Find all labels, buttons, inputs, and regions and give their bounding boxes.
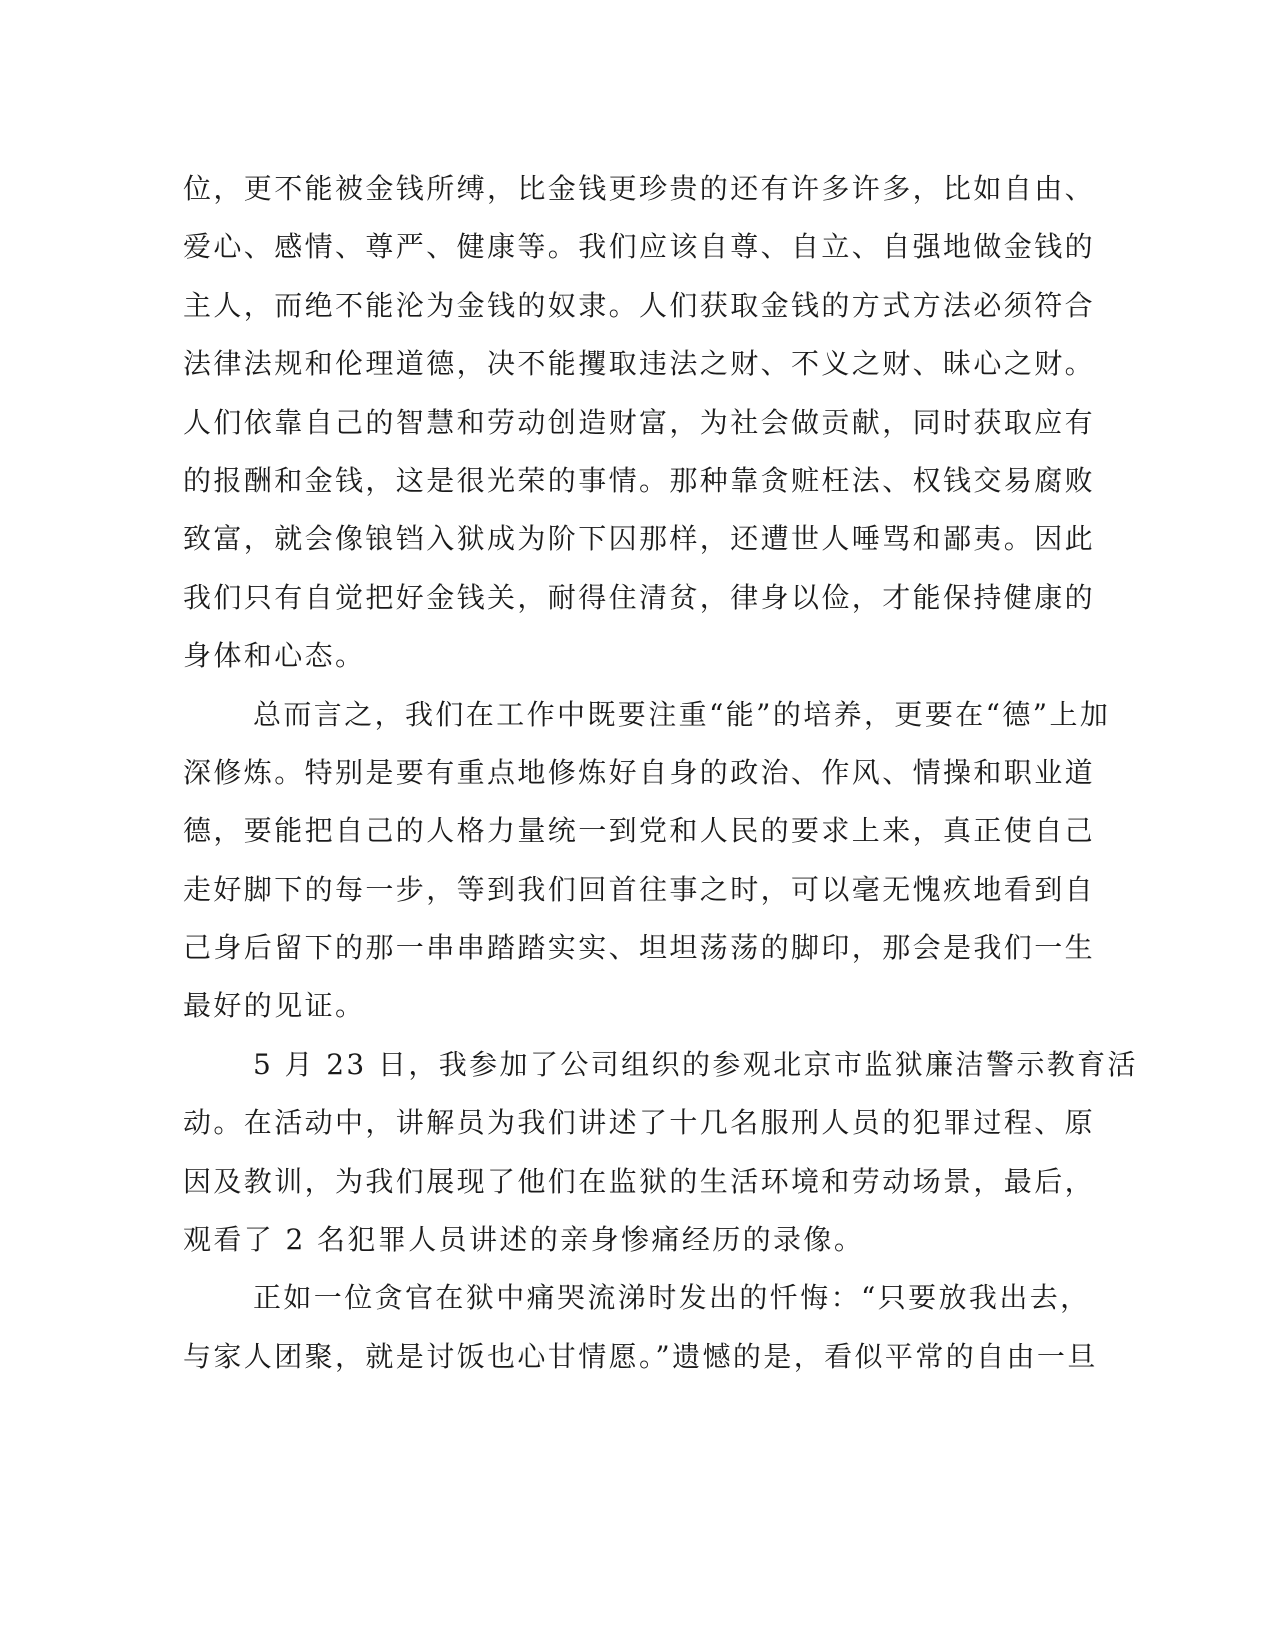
paragraph-start-line: 总而言之，我们在工作中既要注重“能”的培养，更要在“德”上加 <box>253 697 1111 731</box>
text-line: 位，更不能被金钱所缚，比金钱更珍贵的还有许多许多，比如自由、 <box>183 172 1096 205</box>
text-line: 德，要能把自己的人格力量统一到党和人民的要求上来，真正使自己 <box>183 814 1096 848</box>
text-line: 深修炼。特别是要有重点地修炼好自身的政治、作风、情操和职业道 <box>183 755 1096 789</box>
text-line: 法律法规和伦理道德，决不能攫取违法之财、不义之财、昧心之财。 <box>183 347 1096 381</box>
text-line: 走好脚下的每一步，等到我们回首往事之时，可以毫无愧疚地看到自 <box>183 872 1096 906</box>
text-line: 观看了 2 名犯罪人员讲述的亲身惨痛经历的录像。 <box>183 1223 865 1257</box>
text-line: 致富，就会像锒铛入狱成为阶下囚那样，还遭世人唾骂和鄙夷。因此 <box>183 522 1096 556</box>
text-line: 身体和心态。 <box>183 639 366 673</box>
text-line: 最好的见证。 <box>183 989 366 1023</box>
text-line: 人们依靠自己的智慧和劳动创造财富，为社会做贡献，同时获取应有 <box>183 405 1096 439</box>
text-line: 与家人团聚，就是讨饭也心甘情愿。”遗憾的是，看似平常的自由一旦 <box>183 1339 1098 1373</box>
paragraph-start-line: 5 月 23 日，我参加了公司组织的参观北京市监狱廉洁警示教育活 <box>253 1047 1138 1081</box>
text-line: 我们只有自觉把好金钱关，耐得住清贫，律身以俭，才能保持健康的 <box>183 580 1096 614</box>
text-line: 因及教训，为我们展现了他们在监狱的生活环境和劳动场景，最后， <box>183 1164 1096 1198</box>
body-text <box>183 160 1138 1386</box>
text-line: 的报酬和金钱，这是很光荣的事情。那种靠贪赃枉法、权钱交易腐败 <box>183 463 1096 497</box>
text-line: 主人，而绝不能沦为金钱的奴隶。人们获取金钱的方式方法必须符合 <box>183 288 1096 322</box>
text-line: 己身后留下的那一串串踏踏实实、坦坦荡荡的脚印，那会是我们一生 <box>183 931 1096 965</box>
text-line: 爱心、感情、尊严、健康等。我们应该自尊、自立、自强地做金钱的 <box>183 230 1096 264</box>
text-line: 动。在活动中，讲解员为我们讲述了十几名服刑人员的犯罪过程、原 <box>183 1106 1096 1140</box>
paragraph-start-line: 正如一位贪官在狱中痛哭流涕时发出的忏悔：“只要放我出去， <box>253 1281 1091 1315</box>
